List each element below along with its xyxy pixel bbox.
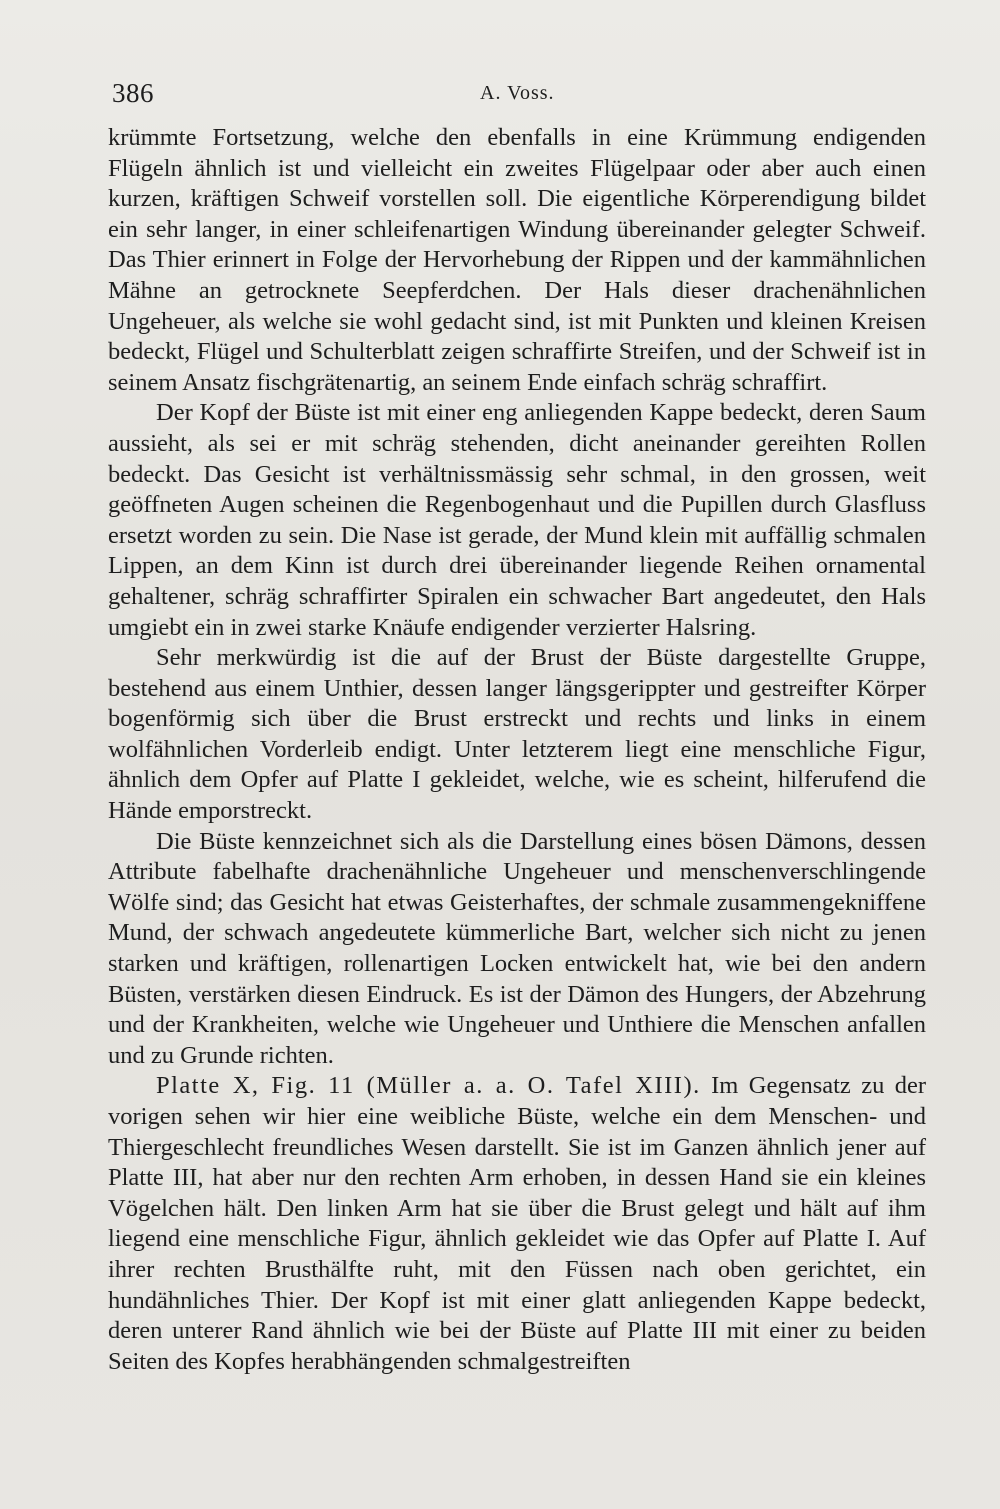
paragraph: Sehr merkwürdig ist die auf der Brust der Büste dargestellte Gruppe, bestehend aus einem Unthier, dessen langer längsgerippter und gestreifter Körper bogenförmig sich über die Brust erstreckt und rechts und links in einem wolfähnlichen Vorderleib endigt. Unter letzterem liegt eine menschliche Figur, ähnlich dem Opfer auf Platte I gekleidet, welche, wie es scheint, hilferufend die Hände emporstreckt. bbox=[108, 644, 926, 825]
paragraph bbox=[108, 1071, 926, 1377]
running-head: A. Voss. bbox=[480, 82, 555, 104]
paragraph: Der Kopf der Büste ist mit einer eng anliegenden Kappe bedeckt, deren Saum aussieht, als sei er mit schräg stehenden, dicht aneinander gereihten Rollen bedeckt. Das Gesicht ist verhältnissmässig sehr schmal, in den grossen, weit geöffneten Augen scheinen die Regenbogenhaut und die Pupillen durch Glasfluss ersetzt worden zu sein. Die Nase ist gerade, der Mund klein mit auffällig schmalen Lippen, an dem Kinn ist durch drei übereinander liegende Reihen ornamental gehaltener, schräg schraffirter Spiralen ein schwacher Bart angedeutet, den Hals umgiebt ein in zwei starke Knäufe endigender verzierter Halsring. bbox=[108, 399, 926, 641]
page-header bbox=[112, 78, 924, 118]
page-number: 386 bbox=[112, 78, 154, 108]
paragraph-text: Im Gegensatz zu der vorigen sehen wir hier eine weibliche Büste, welche ein dem Menschen- und Thiergeschlecht freundliches Wesen darstellt. Sie ist im Ganzen ähnlich jener auf Platte III, hat aber nur den rechten Arm erhoben, in dessen Hand sie ein kleines Vögelchen hält. Den linken Arm hat sie über die Brust gelegt und hält auf ihm liegend eine menschliche Figur, ähnlich gekleidet wie das Opfer auf Platte I. Auf ihrer rechten Brusthälfte ruht, mit den Füssen nach oben gerichtet, ein hundähnliches Thier. Der Kopf ist mit einer glatt anliegenden Kappe bedeckt, deren unterer Rand ähnlich wie bei der Büste auf Platte III mit einer zu beiden Seiten des Kopfes herabhängenden schmalgestreiften bbox=[108, 1072, 927, 1375]
body-text bbox=[108, 123, 926, 1377]
plate-reference: Platte X, Fig. 11 (Müller a. a. O. Tafel XIII). bbox=[156, 1072, 701, 1100]
paragraph: krümmte Fortsetzung, welche den ebenfalls in eine Krümmung endigenden Flügeln ähnlich ist und vielleicht ein zweites Flügelpaar oder aber auch einen kurzen, kräftigen Schweif vorstellen soll. Die eigentliche Körperendigung bildet ein sehr langer, in einer schleifenartigen Windung übereinander gelegter Schweif. Das Thier erinnert in Folge der Hervorhebung der Rippen und der kammähnlichen Mähne an getrocknete Seepferdchen. Der Hals dieser drachenähnlichen Ungeheuer, als welche sie wohl gedacht sind, ist mit Punkten und kleinen Kreisen bedeckt, Flügel und Schulterblatt zeigen schraffirte Streifen, und der Schweif ist in seinem Ansatz fischgrätenartig, an seinem Ende einfach schräg schraffirt. bbox=[108, 124, 926, 396]
paragraph: Die Büste kennzeichnet sich als die Darstellung eines bösen Dämons, dessen Attribute fabelhafte drachenähnliche Ungeheuer und menschenverschlingende Wölfe sind; das Gesicht hat etwas Geisterhaftes, der schmale zusammengekniffene Mund, der schwach angedeutete kümmerliche Bart, welcher sich nicht zu jenen starken und kräftigen, rollenartigen Locken entwickelt hat, wie bei den andern Büsten, verstärken diesen Eindruck. Es ist der Dämon des Hungers, der Abzehrung und der Krankheiten, welche wie Ungeheuer und Unthiere die Menschen anfallen und zu Grunde richten. bbox=[108, 827, 926, 1069]
